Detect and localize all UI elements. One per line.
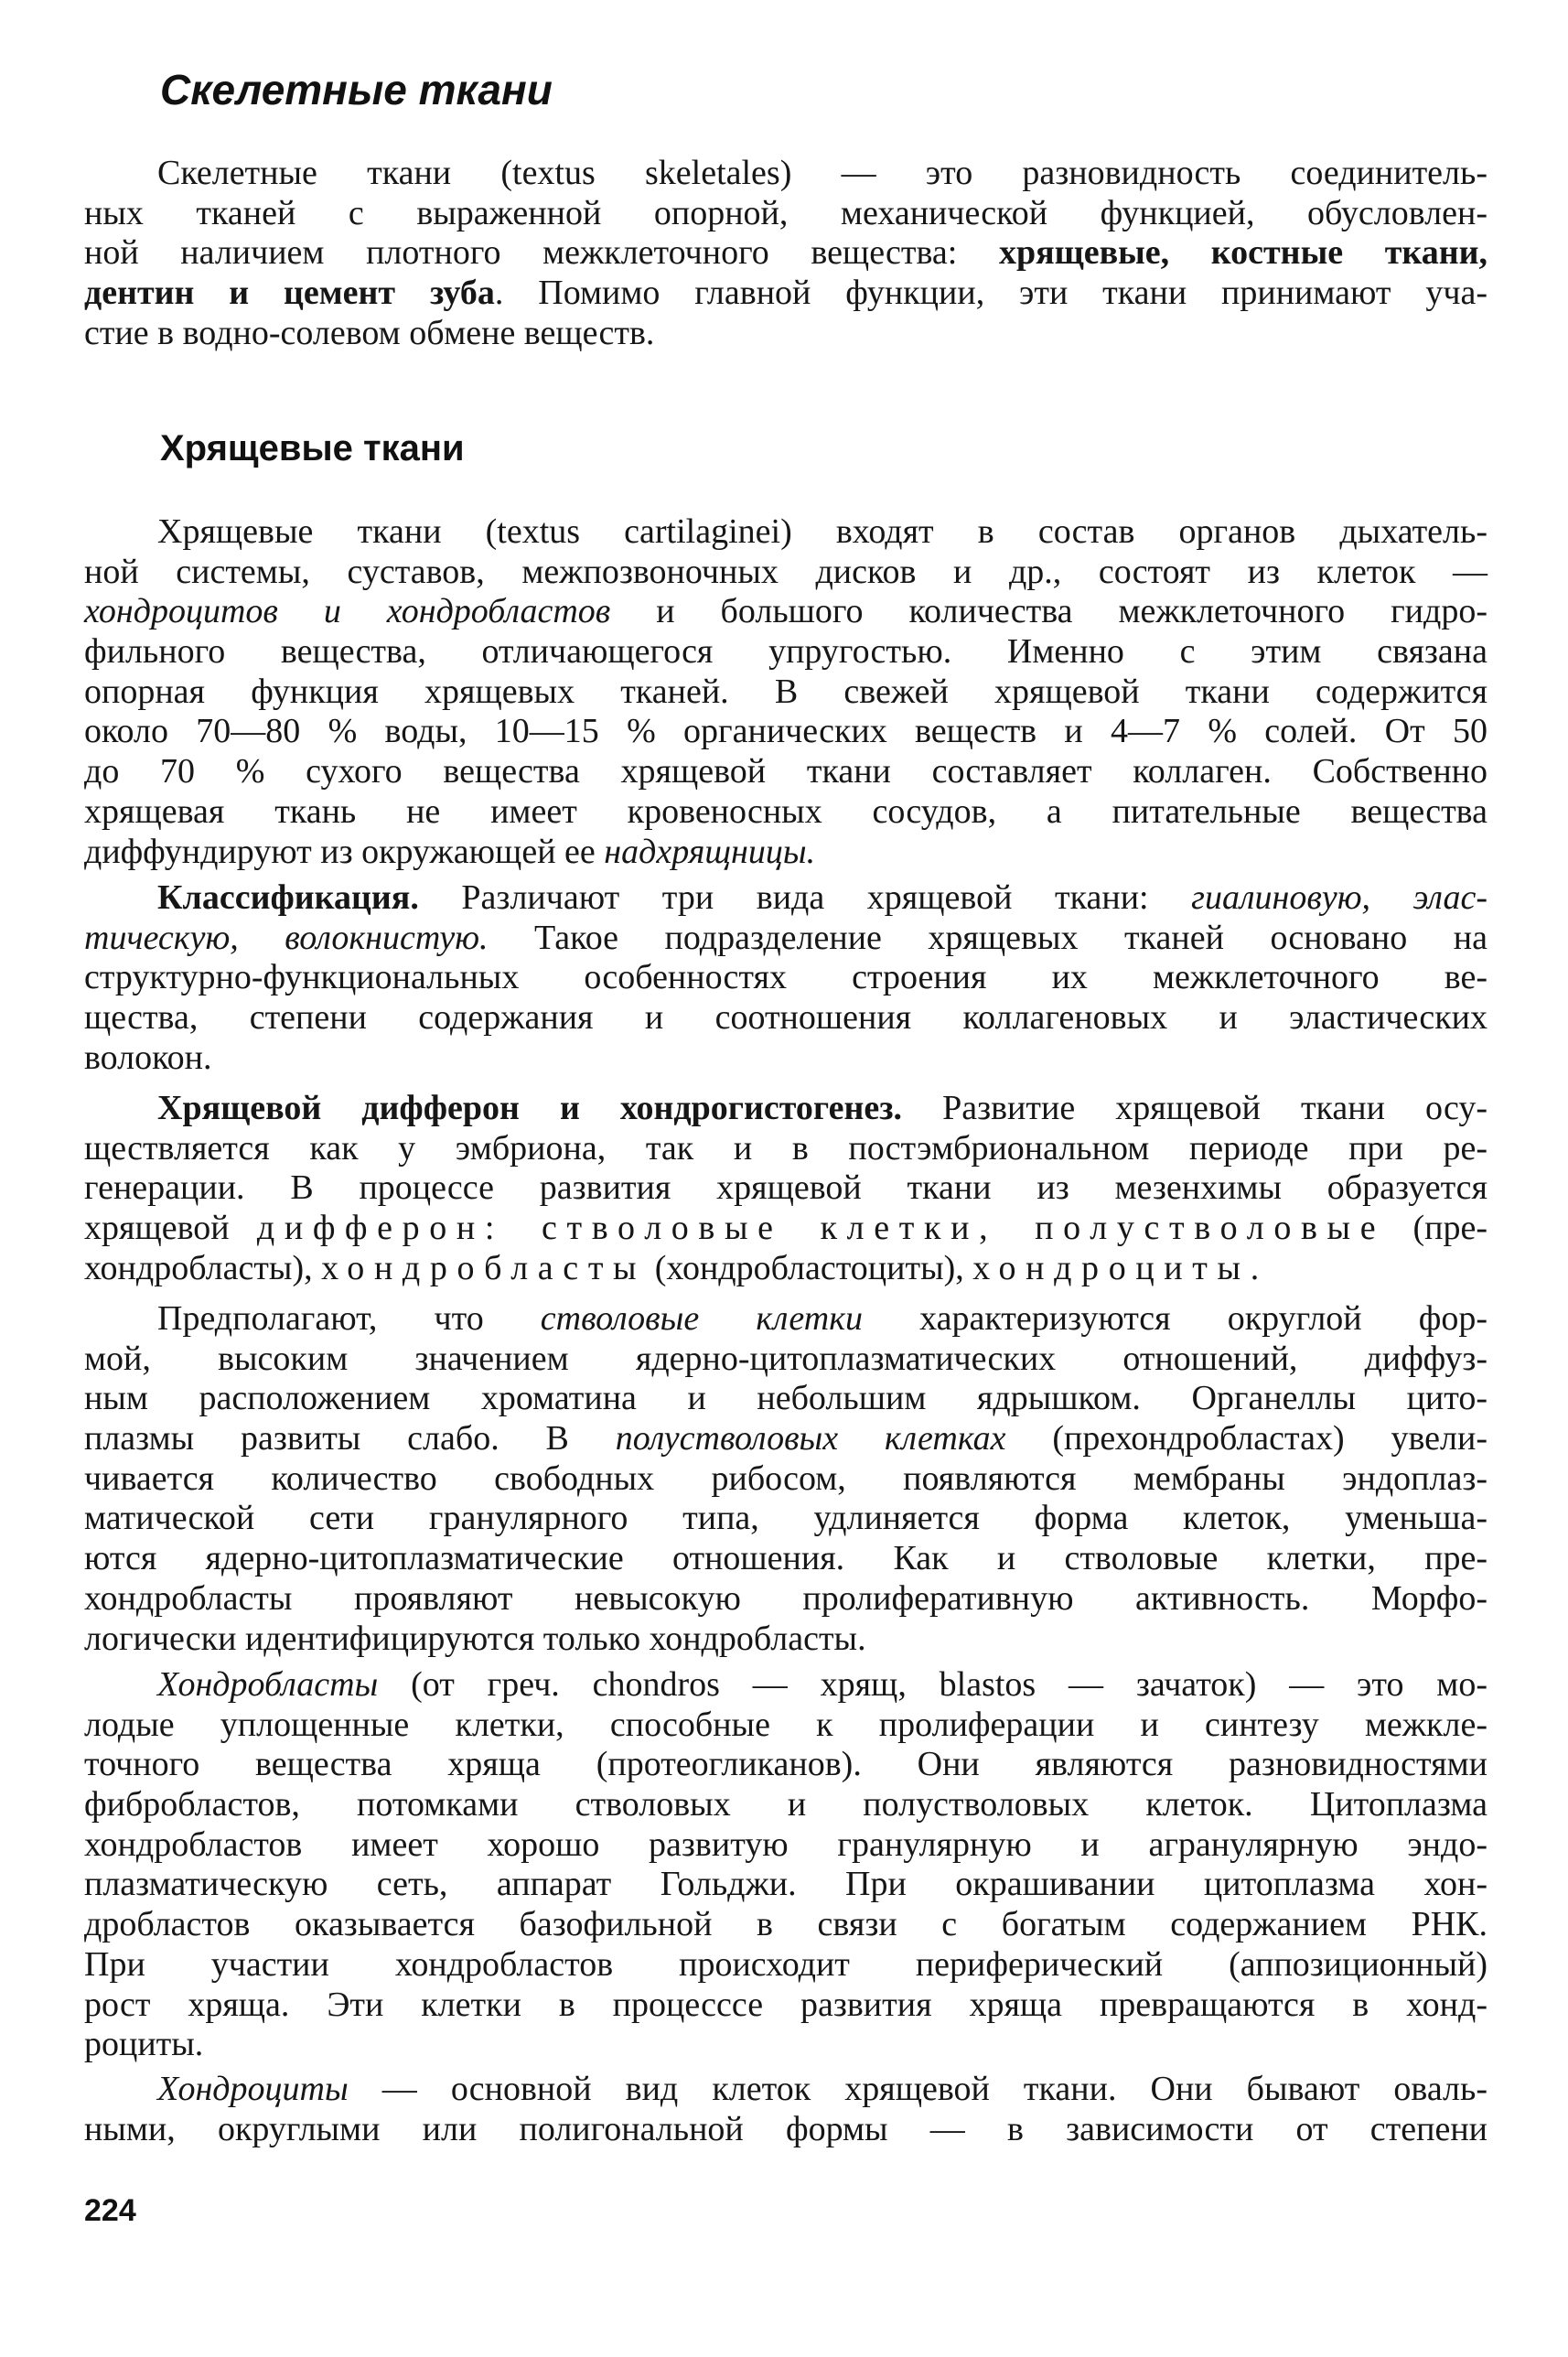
text-line: дробластов оказывается базофильной в связи с богатым содержанием РНК.	[84, 1905, 1487, 1944]
text-line: генерации. В процессе развития хрящевой ткани из мезенхимы образуется	[84, 1168, 1487, 1208]
text-line: хондробласты), хондробласты (хондробластоциты), хондроциты.	[84, 1248, 1269, 1287]
text-line: ной наличием плотного межклеточного вещества: хрящевые, костные ткани,	[84, 233, 1487, 273]
text-line: хондробластов имеет хорошо развитую гранулярную и агранулярную эндо-	[84, 1824, 1487, 1864]
text-line: фильного вещества, отличающегося упругостью. Именно с этим связана	[84, 632, 1487, 672]
paragraph-chondroblasts	[84, 1665, 1487, 2065]
text-line: Хрящевые ткани (textus cartilaginei) входят в состав органов дыхатель-	[157, 512, 1487, 551]
page-number: 224	[84, 2193, 136, 2228]
text-line: щества, степени содержания и соотношения коллагеновых и эластических	[84, 998, 1487, 1038]
text-line: до 70 % сухого вещества хрящевой ткани составляет коллаген. Собственно	[84, 752, 1487, 791]
text-line: ных тканей с выраженной опорной, механической функцией, обусловлен-	[84, 193, 1487, 232]
text-line: опорная функция хрящевых тканей. В свежей хрящевой ткани содержится	[84, 672, 1487, 711]
text-line: точного вещества хряща (протеогликанов). Они являются разновидностями	[84, 1745, 1487, 1784]
text-line: фибробластов, потомками стволовых и полустволовых клеток. Цитоплазма	[84, 1785, 1487, 1824]
paragraph-differon	[84, 1089, 1487, 1288]
text-line: Хондроциты — основной вид клеток хрящевой ткани. Они бывают оваль-	[157, 2070, 1487, 2108]
text-line: волокон.	[84, 1038, 212, 1077]
text-line: хрящевая ткань не имеет кровеносных сосудов, а питательные вещества	[84, 791, 1487, 831]
text-line: структурно-функциональных особенностях строения их межклеточного ве-	[84, 958, 1487, 997]
paragraph-classification	[84, 878, 1487, 1078]
text-line: чивается количество свободных рибосом, появляются мембраны эндоплаз-	[84, 1458, 1487, 1498]
text-line: тическую, волокнистую. Такое подразделение хрящевых тканей основано на	[84, 918, 1487, 957]
text-line: При участии хондробластов происходит периферический (аппозиционный)	[84, 1944, 1487, 1984]
text-line: дентин и цемент зуба. Помимо главной функции, эти ткани принимают уча-	[84, 274, 1487, 313]
text-line: диффундируют из окружающей ее надхрящницы.	[84, 832, 816, 871]
text-line: ными, округлыми или полигональной формы — в зависимости от степени	[84, 2109, 1487, 2148]
text-line: Скелетные ткани (textus skeletales) — это разновидность соединитель-	[157, 154, 1487, 192]
text-line: плазматическую сеть, аппарат Гольджи. При окрашивании цитоплазма хон-	[84, 1865, 1487, 1904]
paragraph-stem-cells	[84, 1299, 1487, 1659]
text-line: Хрящевой дифферон и хондрогистогенез. Развитие хрящевой ткани осу-	[157, 1089, 1487, 1127]
subsection-title: Хрящевые ткани	[160, 428, 465, 468]
text-line: Классификация. Различают три вида хрящевой ткани: гиалиновую, элас-	[157, 878, 1487, 917]
intro-paragraph	[84, 154, 1487, 353]
text-line: рост хряща. Эти клетки в процесссе развития хряща превращаются в хонд-	[84, 1985, 1487, 2024]
paragraph-chondrocytes	[84, 2070, 1487, 2149]
text-line: Предполагают, что стволовые клетки характеризуются округлой фор-	[157, 1299, 1487, 1338]
text-line: ются ядерно-цитоплазматические отношения. Как и стволовые клетки, пре-	[84, 1539, 1487, 1578]
text-line: Хондробласты (от греч. chondros — хрящ, blastos — зачаток) — это мо-	[157, 1665, 1487, 1704]
text-line: ным расположением хроматина и небольшим ядрышком. Органеллы цито-	[84, 1379, 1487, 1418]
text-line: плазмы развиты слабо. В полустволовых клетках (прехондробластах) увели-	[84, 1419, 1487, 1458]
text-line: хондроцитов и хондробластов и большого количества межклеточного гидро-	[84, 592, 1487, 631]
text-line: роциты.	[84, 2025, 204, 2064]
text-line: ной системы, суставов, межпозвоночных дисков и др., состоят из клеток —	[84, 552, 1487, 591]
paragraph-cartilage-intro	[84, 512, 1487, 872]
text-line: логически идентифицируются только хондробласты.	[84, 1619, 866, 1658]
text-line: ществляется как у эмбриона, так и в постэмбриональном периоде при ре-	[84, 1128, 1487, 1168]
text-line: мой, высоким значением ядерно-цитоплазматических отношений, диффуз-	[84, 1339, 1487, 1378]
text-line: стие в водно-солевом обмене веществ.	[84, 313, 655, 352]
text-line: хрящевой дифферон: стволовые клетки, полустволовые (пре-	[84, 1209, 1487, 1248]
text-line: хондробласты проявляют невысокую пролиферативную активность. Морфо-	[84, 1578, 1487, 1618]
text-line: лодые уплощенные клетки, способные к пролиферации и синтезу межкле-	[84, 1705, 1487, 1744]
section-title: Скелетные ткани	[160, 66, 553, 113]
text-line: матической сети гранулярного типа, удлиняется форма клеток, уменьша-	[84, 1499, 1487, 1538]
text-line: около 70—80 % воды, 10—15 % органических веществ и 4—7 % солей. От 50	[84, 712, 1487, 751]
